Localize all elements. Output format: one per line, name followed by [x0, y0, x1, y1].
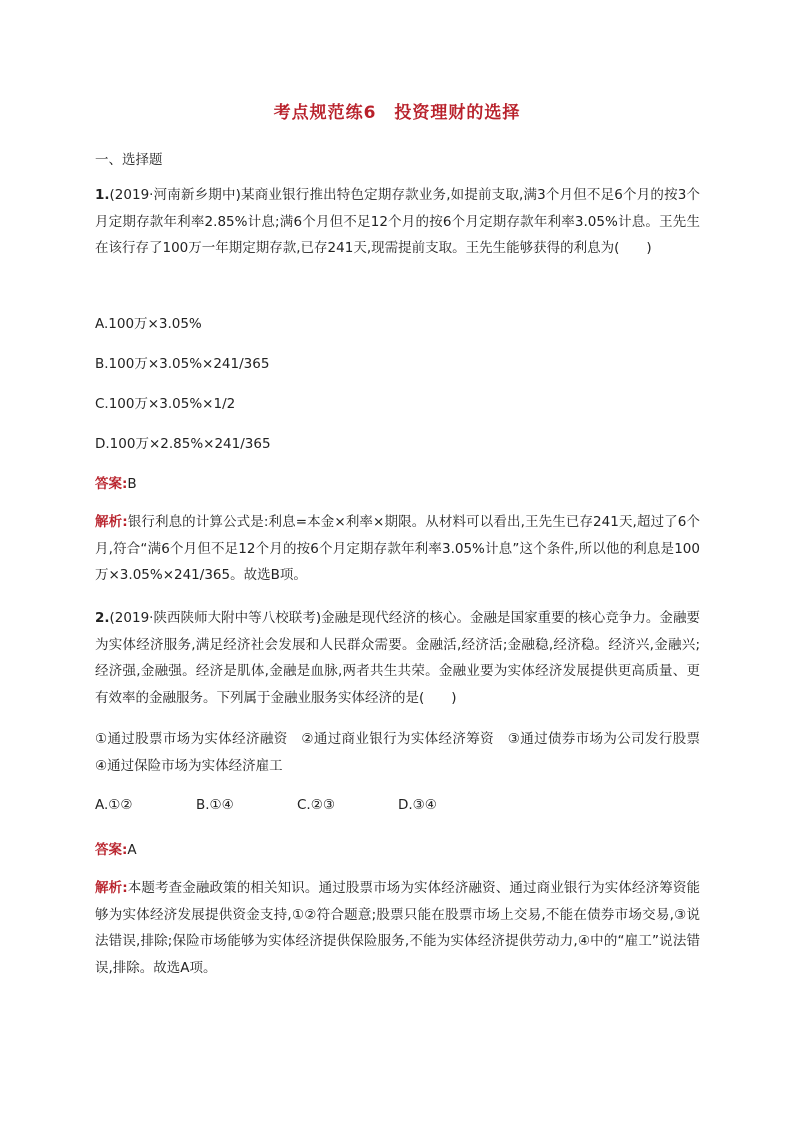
q2-statements: ①通过股票市场为实体经济融资 ②通过商业银行为实体经济筹资 ③通过债券市场为公司发行股票 ④通过保险市场为实体经济雇工 — [95, 731, 714, 774]
q2-options — [95, 797, 700, 813]
answer-value: A — [127, 842, 137, 858]
answer-label: 答案: — [95, 842, 128, 858]
question-number: 2. — [95, 610, 110, 626]
question-number: 1. — [95, 187, 110, 203]
q1-option-c: C.100万×3.05%×1/2 — [95, 396, 236, 412]
q1-analysis — [95, 509, 700, 589]
analysis-text: 本题考查金融政策的相关知识。通过股票市场为实体经济融资、通过商业银行为实体经济筹资能够为实体经济发展提供资金支持,①②符合题意;股票只能在股票市场上交易,不能在债券市场交易,③说法错误,排除;保险市场能够为实体经济提供保险服务,不能为实体经济提供劳动力,④中的“雇工”说法错误,排除。故选A项。 — [95, 880, 700, 976]
answer-value: B — [127, 476, 137, 492]
answer-label: 答案: — [95, 476, 128, 492]
q2-option-b: B.①④ — [196, 797, 234, 813]
q1-option-d: D.100万×2.85%×241/365 — [95, 436, 271, 452]
question-1-stem — [95, 182, 700, 262]
question-text: (2019·河南新乡期中)某商业银行推出特色定期存款业务,如提前支取,满3个月但不足6个月的按3个月定期存款年利率2.85%计息;满6个月但不足12个月的按6个月定期存款年利率3.05%计息。王先生在该行存了100万一年期定期存款,已存241天,现需提前支取。王先生能够获得的利息为( ) — [95, 187, 700, 256]
analysis-text: 银行利息的计算公式是:利息=本金×利率×期限。从材料可以看出,王先生已存241天,超过了6个月,符合“满6个月但不足12个月的按6个月定期存款年利率3.05%计息”这个条件,所以他的利息是100万×3.05%×241/365。故选B项。 — [95, 514, 700, 583]
page-title: 考点规范练6 投资理财的选择 — [273, 103, 521, 123]
q2-option-c: C.②③ — [297, 797, 335, 813]
q2-option-d: D.③④ — [398, 797, 437, 813]
analysis-label: 解析: — [95, 880, 128, 896]
q1-option-a: A.100万×3.05% — [95, 316, 202, 332]
analysis-label: 解析: — [95, 514, 128, 530]
q1-answer — [95, 472, 137, 492]
q1-option-b: B.100万×3.05%×241/365 — [95, 356, 270, 372]
question-text: (2019·陕西陕师大附中等八校联考)金融是现代经济的核心。金融是国家重要的核心竞争力。金融要为实体经济服务,满足经济社会发展和人民群众需要。金融活,经济活;金融稳,经济稳。经济兴,金融兴;经济强,金融强。经济是肌体,金融是血脉,两者共生共荣。金融业要为实体经济发展提供更高质量、更有效率的金融服务。下列属于金融业服务实体经济的是( ) — [95, 610, 700, 706]
section-heading: 一、选择题 — [95, 152, 163, 168]
question-2-stem — [95, 605, 700, 711]
q2-analysis — [95, 875, 700, 981]
q2-answer — [95, 838, 137, 858]
q2-option-a: A.①② — [95, 797, 133, 813]
